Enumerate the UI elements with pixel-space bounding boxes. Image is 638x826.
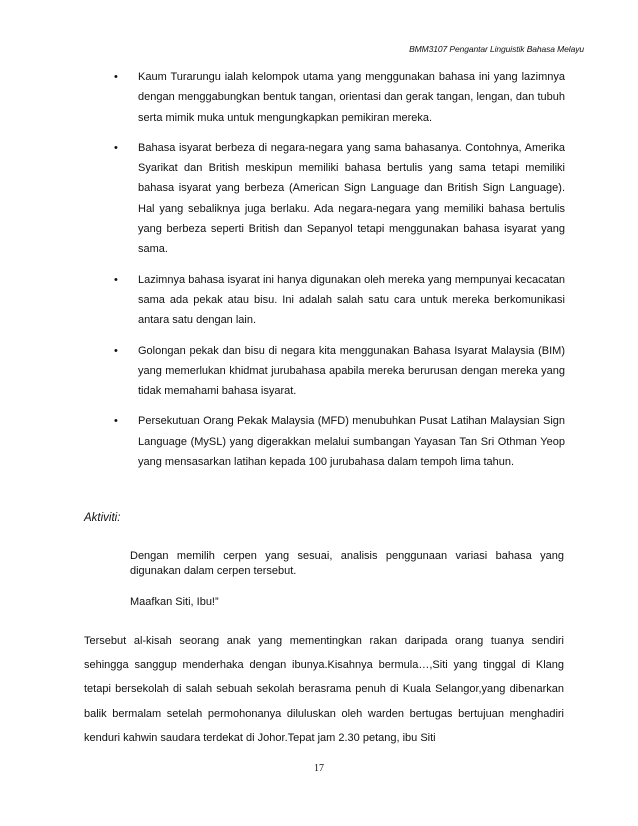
activity-instruction: Dengan memilih cerpen yang sesuai, analisis penggunaan variasi bahasa yang digunakan dalam cerpen tersebut. [130,550,564,577]
page-number: 17 [314,763,324,774]
bullet-text: Golongan pekak dan bisu di negara kita menggunakan Bahasa Isyarat Malaysia (BIM) yang memerlukan khidmat jurubahasa apabila mereka berurusan dengan mereka yang tidak memahami bahasa isyarat. [138,344,565,398]
activity-heading: Aktiviti: [84,512,121,524]
bullet-dot-icon: • [114,415,118,428]
bullet-text: Kaum Turarungu ialah kelompok utama yang menggunakan bahasa ini yang lazimnya dengan menggabungkan bentuk tangan, orientasi dan gerak tangan, lengan, dan tubuh serta mimik muka untuk mengungkapkan pemikiran mereka. [138,71,565,124]
bullet-text: Persekutuan Orang Pekak Malaysia (MFD) menubuhkan Pusat Latihan Malaysian Sign Language (MySL) yang digerakkan melalui sumbangan Yayasan Tan Sri Othman Yeop yang mensasarkan latihan kepada 100 jurubahasa dalam tempoh lima tahun. [138,415,565,469]
bullet-item [100,270,565,331]
page-header: BMM3107 Pengantar Linguistik Bahasa Melayu [409,44,584,54]
bullet-item [100,67,565,128]
bullet-text: Bahasa isyarat berbeza di negara-negara yang sama bahasanya. Contohnya, Amerika Syarikat dan British meskipun memiliki bahasa bertulis yang sama tetapi memiliki bahasa isyarat yang berbeza (American Sign Language dan British Sign Language). Hal yang sebaliknya juga berlaku. Ada negara-negara yang memiliki bahasa bertulis yang berbeza seperti British dan Sepanyol tetapi menggunakan bahasa isyarat yang sama. [138,141,565,256]
bullet-list [100,67,565,482]
bullet-dot-icon: • [114,71,118,83]
bullet-text: Lazimnya bahasa isyarat ini hanya digunakan oleh mereka yang mempunyai kecacatan sama ada pekak atau bisu. Ini adalah salah satu cara untuk mereka berkomunikasi antara satu dengan lain. [138,273,565,327]
story-paragraph: Tersebut al-kisah seorang anak yang mementingkan rakan daripada orang tuanya sendiri sehingga sanggup menderhaka dengan ibunya.Kisahnya bermula…,Siti yang tinggal di Klang tetapi bersekolah di salah sebuah sekolah berasrama penuh di Kuala Selangor,yang dibenarkan balik bermalam setelah permohonanya diluluskan oleh warden bertugas bertujuan menghadiri kenduri kahwin saudara terdekat di Johor.Tepat jam 2.30 petang, ibu Siti [84,635,564,744]
bullet-item [100,411,565,472]
story-title: Maafkan Siti, Ibu!” [130,596,219,608]
bullet-dot-icon: • [114,273,118,286]
bullet-dot-icon: • [114,141,118,154]
bullet-item [100,138,565,260]
bullet-dot-icon: • [114,344,118,357]
bullet-item [100,341,565,402]
